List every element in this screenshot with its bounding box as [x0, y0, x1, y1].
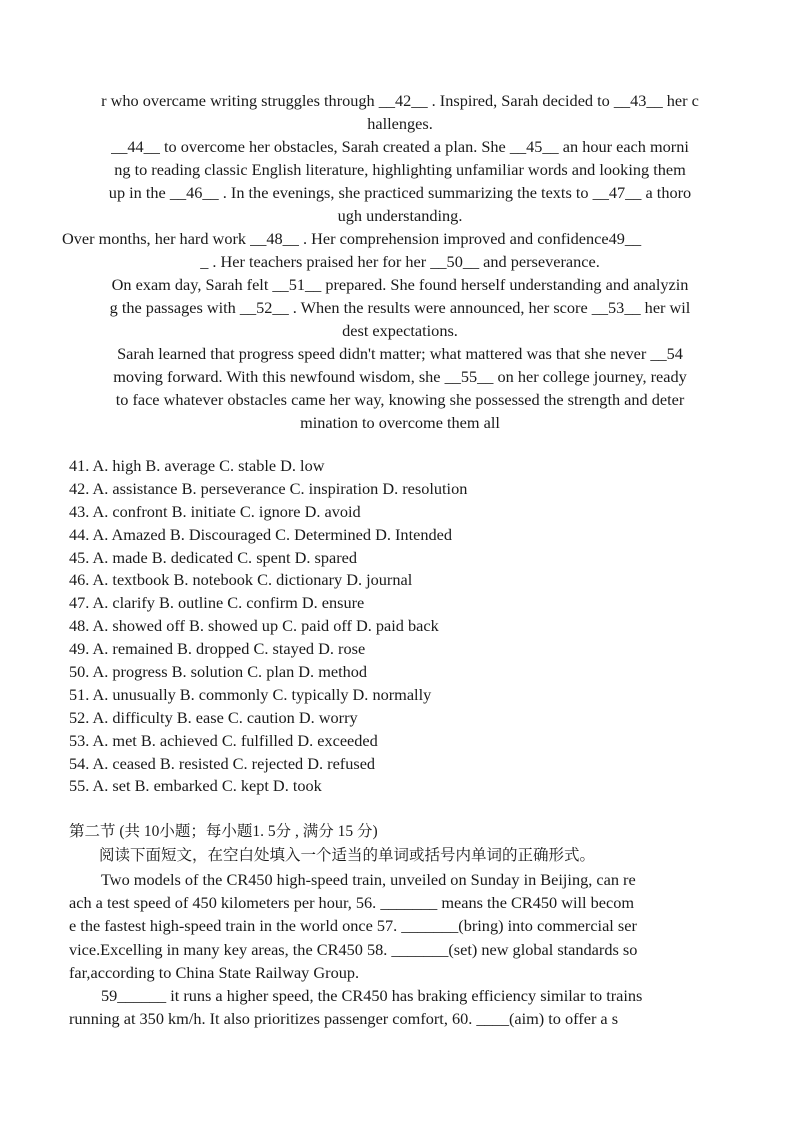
section-instruction: 阅读下面短文，在空白处填入一个适当的单词或括号内单词的正确形式。 — [99, 847, 596, 864]
passage-line: mination to overcome them all — [300, 413, 500, 432]
option-line-50: 50. A. progress B. solution C. plan D. method — [69, 662, 368, 682]
passage-line: dest expectations. — [342, 321, 458, 340]
section-heading: 第二节 (共 10小题；每小题1. 5分 , 满分 15 分) — [69, 823, 378, 840]
option-line-49: 49. A. remained B. dropped C. stayed D. rose — [69, 639, 366, 659]
text-line: running at 350 km/h. It also prioritizes passenger comfort, 60. ____(aim) to offer a s — [69, 1009, 619, 1029]
passage-line: Sarah learned that progress speed didn't matter; what mattered was that she never __54 — [117, 344, 683, 363]
passage-line: to face whatever obstacles came her way, knowing she possessed the strength and deter — [115, 390, 685, 409]
option-line-53: 53. A. met B. achieved C. fulfilled D. exceeded — [69, 730, 378, 750]
passage-line: up in the __46__ . In the evenings, she practiced summarizing the texts to __47__ a thoro — [108, 183, 692, 202]
passage-line: ugh understanding. — [337, 206, 463, 225]
passage-line: g the passages with __52__ . When the results were announced, her score __53__ her wil — [109, 298, 691, 317]
text-line: ach a test speed of 450 kilometers per hour, 56. _______ means the CR450 will becom — [69, 893, 635, 913]
option-line-43: 43. A. confront B. initiate C. ignore D. avoid — [69, 501, 361, 521]
option-line-46: 46. A. textbook B. notebook C. dictionary D. journal — [69, 570, 413, 590]
option-line-52: 52. A. difficulty B. ease C. caution D. worry — [69, 707, 358, 727]
option-line-47: 47. A. clarify B. outline C. confirm D. ensure — [69, 593, 365, 613]
cloze-passage — [62, 89, 738, 434]
passage-line: moving forward. With this newfound wisdom, she __55__ on her college journey, ready — [113, 367, 687, 386]
section-two — [69, 820, 734, 1030]
text-line: 59______ it runs a higher speed, the CR450 has braking efficiency similar to trains — [101, 985, 643, 1005]
passage-line: ng to reading classic English literature, highlighting unfamiliar words and looking them — [114, 160, 686, 179]
text-line: far,according to China State Railway Group. — [69, 962, 360, 982]
option-line-48: 48. A. showed off B. showed up C. paid off D. paid back — [69, 616, 439, 636]
answer-options-list — [69, 455, 709, 798]
passage-line: _ . Her teachers praised her for her __50__ and perseverance. — [200, 252, 600, 271]
option-line-42: 42. A. assistance B. perseverance C. inspiration D. resolution — [69, 478, 468, 498]
text-line: vice.Excelling in many key areas, the CR450 58. _______(set) new global standards so — [69, 939, 638, 959]
option-line-41: 41. A. high B. average C. stable D. low — [69, 456, 325, 475]
passage-line: Over months, her hard work __48__ . Her comprehension improved and confidence49__ — [62, 229, 642, 248]
option-line-45: 45. A. made B. dedicated C. spent D. spared — [69, 547, 358, 567]
passage-line: __44__ to overcome her obstacles, Sarah created a plan. She __45__ an hour each morni — [111, 137, 689, 156]
option-line-44: 44. A. Amazed B. Discouraged C. Determined D. Intended — [69, 524, 452, 544]
option-line-54: 54. A. ceased B. resisted C. rejected D. refused — [69, 753, 376, 773]
option-line-51: 51. A. unusually B. commonly C. typically D. normally — [69, 684, 432, 704]
passage-line: r who overcame writing struggles through __42__ . Inspired, Sarah decided to __43__ her c — [101, 91, 699, 110]
passage-line: On exam day, Sarah felt __51__ prepared. She found herself understanding and analyzin — [111, 275, 689, 294]
passage-line: hallenges. — [367, 114, 433, 133]
text-line: e the fastest high-speed train in the world once 57. _______(bring) into commercial ser — [69, 916, 637, 936]
option-line-55: 55. A. set B. embarked C. kept D. took — [69, 776, 322, 796]
text-line: Two models of the CR450 high-speed train, unveiled on Sunday in Beijing, can re — [101, 870, 636, 889]
